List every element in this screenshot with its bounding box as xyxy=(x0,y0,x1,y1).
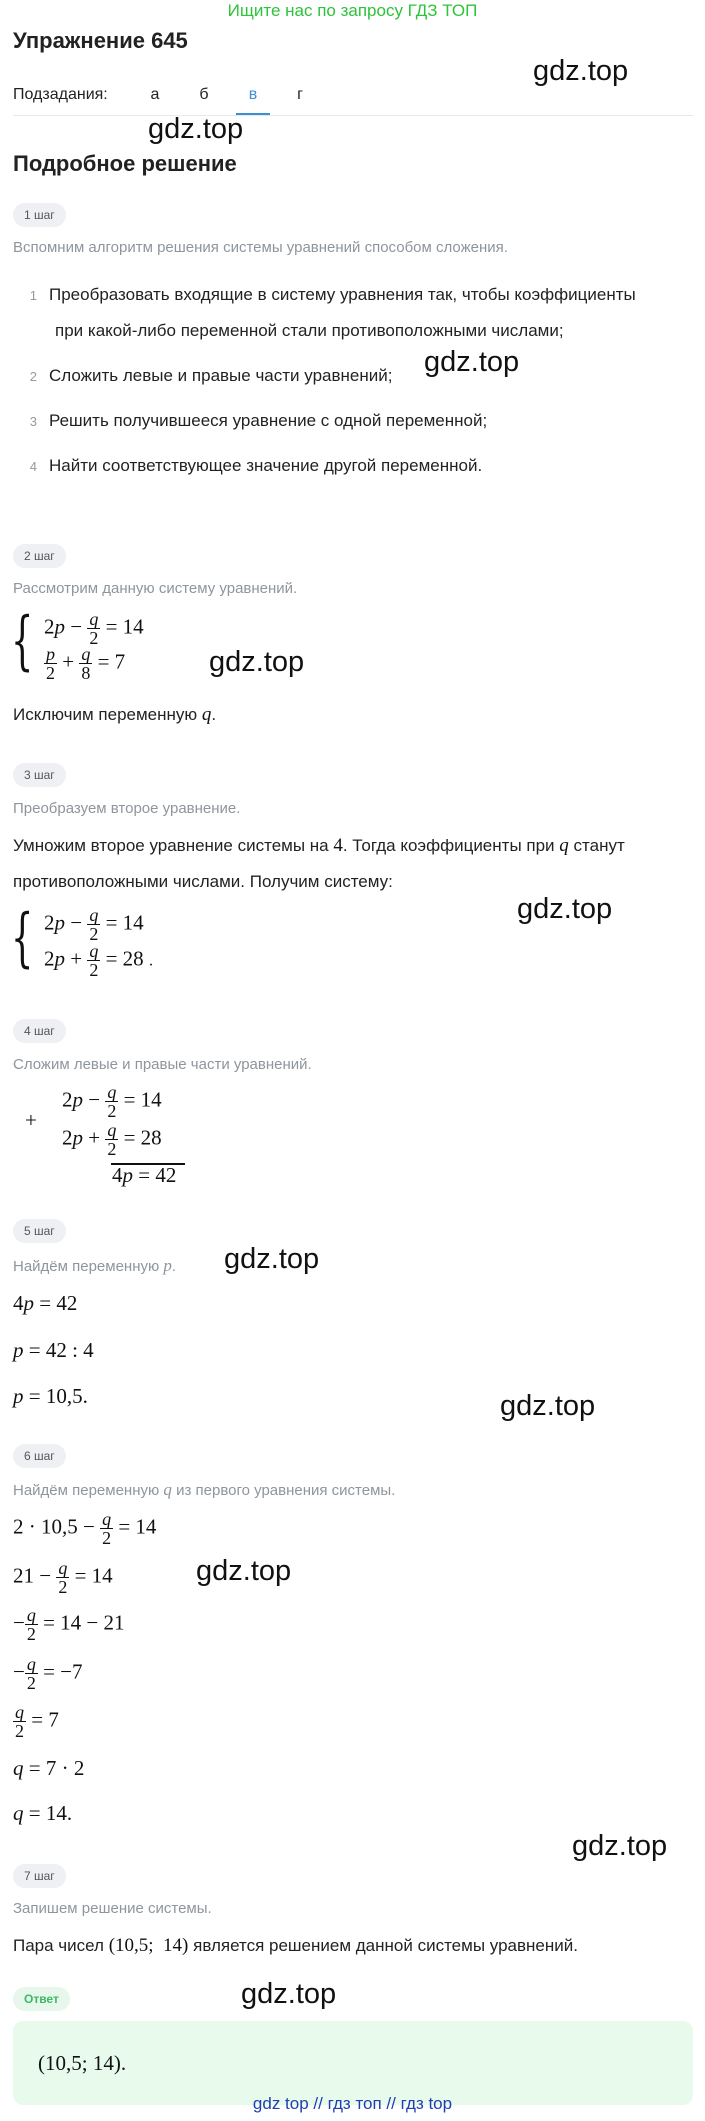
step-intro: Сложим левые и правые части уравнений. xyxy=(13,1056,312,1073)
watermark: gdz.top xyxy=(533,55,629,87)
watermark: gdz.top xyxy=(424,346,520,378)
equation: 2p − $\frac{q}{2}$ = 14 xyxy=(44,905,144,944)
step-badge: 2 шаг xyxy=(13,544,66,568)
answer-value: (10,5; 14). xyxy=(38,2051,127,2075)
list-item-cont: при какой-либо переменной стали противоположными числами; xyxy=(55,321,564,340)
system-brace: { xyxy=(11,604,34,678)
step-intro: Вспомним алгоритм решения системы уравнений способом сложения. xyxy=(13,239,508,256)
step-intro: Рассмотрим данную систему уравнений. xyxy=(13,580,298,597)
list-item: Преобразовать входящие в систему уравнения так, чтобы коэффициенты xyxy=(49,285,636,304)
tab-g[interactable]: г xyxy=(297,86,303,103)
watermark: gdz.top xyxy=(500,1390,596,1422)
answer-badge: Ответ xyxy=(13,1987,70,2011)
equation: − $\frac{q}{2}$ = 14 − 21 xyxy=(13,1605,125,1644)
list-item: Найти соответствующее значение другой переменной. xyxy=(49,456,483,475)
list-item: Сложить левые и правые части уравнений; xyxy=(49,366,393,385)
equation: q = 7 · 2 xyxy=(13,1756,85,1780)
watermark: gdz.top xyxy=(572,1830,668,1862)
equation: q = 14. xyxy=(13,1801,73,1825)
equation: 4p = 42 xyxy=(13,1291,78,1315)
equation: 2p + $\frac{q}{2}$ = 28 xyxy=(62,1120,162,1159)
watermark: gdz.top xyxy=(196,1555,292,1587)
equation: 2p + $\frac{q}{2}$ = 28 . xyxy=(44,941,153,980)
equation: − $\frac{q}{2}$ = −7 xyxy=(13,1654,83,1693)
subtasks-label: Подзадания: xyxy=(13,86,108,103)
step-text: противоположными числами. Получим систему: xyxy=(13,872,393,891)
list-item: Решить получившееся уравнение с одной переменной; xyxy=(49,411,488,430)
equation: 21 − $\frac{q}{2}$ = 14 xyxy=(13,1558,113,1597)
footer-links[interactable]: gdz top // гдз топ // гдз top xyxy=(252,2094,453,2113)
equation: 2p − $\frac{q}{2}$ = 14 xyxy=(44,609,144,648)
list-number: 1 xyxy=(29,288,37,303)
list-number: 4 xyxy=(29,459,37,474)
equation: 2 · 10,5 − $\frac{q}{2}$ = 14 xyxy=(13,1509,157,1548)
top-banner[interactable]: Ищите нас по запросу ГДЗ ТОП xyxy=(227,1,478,20)
step-text: Пара чисел (10,5; 14) является решением данной системы уравнений. xyxy=(13,1935,578,1956)
watermark: gdz.top xyxy=(148,113,244,145)
step-intro: Найдём переменную p. xyxy=(13,1256,177,1275)
step-badge: 6 шаг xyxy=(13,1444,66,1468)
plus-sign: + xyxy=(25,1108,37,1132)
step-intro: Найдём переменную q из первого уравнения системы. xyxy=(13,1480,396,1499)
divider xyxy=(13,115,693,116)
tab-v[interactable]: в xyxy=(248,86,258,103)
step-badge: 5 шаг xyxy=(13,1219,66,1243)
system-brace: { xyxy=(11,901,34,975)
step-intro: Преобразуем второе уравнение. xyxy=(13,800,241,817)
watermark: gdz.top xyxy=(209,646,305,678)
tab-b[interactable]: б xyxy=(199,86,209,103)
page-title: Упражнение 645 xyxy=(13,28,188,53)
equation: 2p − $\frac{q}{2}$ = 14 xyxy=(62,1082,162,1121)
equation: $\frac{q}{2}$ = 7 xyxy=(15,1702,59,1741)
watermark: gdz.top xyxy=(241,1978,337,2010)
step-text: Умножим второе уравнение системы на 4. Тогда коэффициенты при q станут xyxy=(13,835,625,856)
step-text: Исключим переменную q. xyxy=(13,704,217,725)
list-number: 2 xyxy=(29,369,37,384)
equation: p = 10,5. xyxy=(13,1384,88,1408)
step-intro: Запишем решение системы. xyxy=(13,1900,212,1917)
step-badge: 3 шаг xyxy=(13,763,66,787)
step-badge: 4 шаг xyxy=(13,1019,66,1043)
watermark: gdz.top xyxy=(224,1243,320,1275)
solution-heading: Подробное решение xyxy=(13,151,237,176)
watermark: gdz.top xyxy=(517,893,613,925)
equation: p = 42 : 4 xyxy=(13,1338,94,1362)
step-badge: 7 шаг xyxy=(13,1864,66,1888)
step-badge: 1 шаг xyxy=(13,203,66,227)
tab-a[interactable]: а xyxy=(150,86,160,103)
equation: $\frac{p}{2}$ + $\frac{q}{8}$ = 7 xyxy=(46,644,126,683)
equation: 4p = 42 xyxy=(112,1163,177,1187)
list-number: 3 xyxy=(29,414,37,429)
